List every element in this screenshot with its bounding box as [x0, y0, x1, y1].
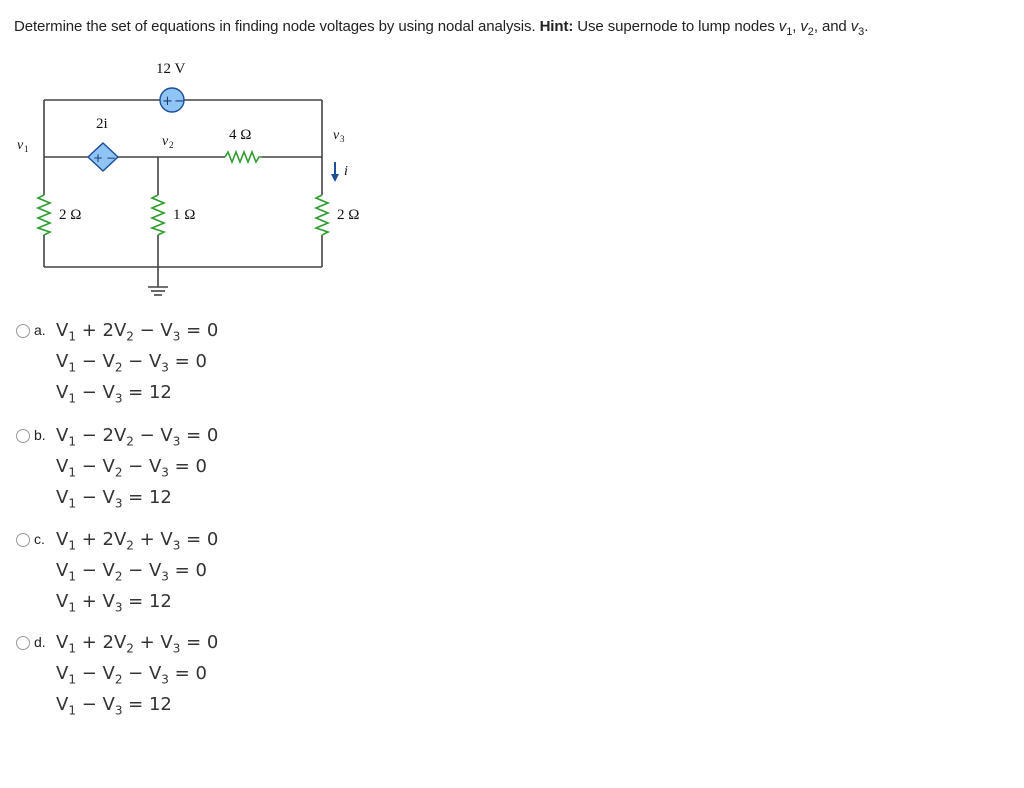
resistor-left-icon	[38, 195, 50, 235]
option-d-eq-1: $V_1 + 2V_2 + V_3 = 0$	[56, 632, 219, 656]
node-v2-label	[162, 134, 174, 150]
resistor-middle-label: 1 Ω	[173, 207, 196, 223]
option-a-eq-3: $V_1 - V_3 = 12$	[56, 382, 172, 406]
question-text: Determine the set of equations in finding node voltages by using nodal analysis. Hint: Use supernode to lump nodes $v_1$, $v_2$, and $v_3$.	[14, 18, 869, 38]
option-b-eq-3: $V_1 - V_3 = 12$	[56, 487, 172, 511]
option-b-radio[interactable]	[16, 429, 30, 443]
svg-text:1: 1	[24, 144, 29, 154]
resistor-top-label: 4 Ω	[229, 127, 252, 143]
node-v1-label	[17, 138, 29, 154]
option-d-eq-3: $V_1 - V_3 = 12$	[56, 694, 172, 718]
node-v3-label	[333, 128, 345, 144]
resistor-top-icon	[225, 152, 262, 162]
svg-text:−: −	[106, 151, 117, 165]
svg-text:v: v	[333, 128, 340, 143]
resistor-left-label: 2 Ω	[59, 207, 82, 223]
svg-text:v: v	[17, 138, 24, 153]
hint-label: Hint:	[539, 18, 574, 35]
option-d-eq-2: $V_1 - V_2 - V_3 = 0$	[56, 663, 207, 687]
svg-text:+: +	[93, 151, 104, 165]
option-b-eq-1: $V_1 - 2V_2 - V_3 = 0$	[56, 425, 219, 449]
option-c-eq-2: $V_1 - V_2 - V_3 = 0$	[56, 560, 207, 584]
option-a-eq-2: $V_1 - V_2 - V_3 = 0$	[56, 351, 207, 375]
current-label: i	[344, 164, 348, 179]
option-a-eq-1: $V_1 + 2V_2 - V_3 = 0$	[56, 320, 219, 344]
option-c-radio[interactable]	[16, 533, 30, 547]
svg-text:v: v	[162, 134, 169, 149]
option-a-radio[interactable]	[16, 324, 30, 338]
current-arrow-icon	[331, 162, 339, 182]
svg-text:−: −	[174, 94, 185, 109]
ground-icon	[148, 287, 168, 295]
dependent-source-icon	[88, 143, 118, 171]
svg-text:3: 3	[340, 134, 345, 144]
dependent-source-label: 2i	[96, 116, 108, 132]
svg-text:2: 2	[169, 140, 174, 150]
option-d-radio[interactable]	[16, 636, 30, 650]
option-c-eq-3: $V_1 + V_3 = 12$	[56, 591, 172, 615]
resistor-middle-icon	[152, 195, 164, 235]
circuit-diagram	[0, 0, 1024, 320]
option-c-eq-1: $V_1 + 2V_2 + V_3 = 0$	[56, 529, 219, 553]
svg-text:+: +	[162, 94, 173, 109]
option-b-eq-2: $V_1 - V_2 - V_3 = 0$	[56, 456, 207, 480]
voltage-source-icon	[160, 88, 185, 112]
resistor-right-label: 2 Ω	[337, 207, 360, 223]
source-voltage-label: 12 V	[156, 61, 186, 77]
resistor-right-icon	[316, 195, 328, 235]
